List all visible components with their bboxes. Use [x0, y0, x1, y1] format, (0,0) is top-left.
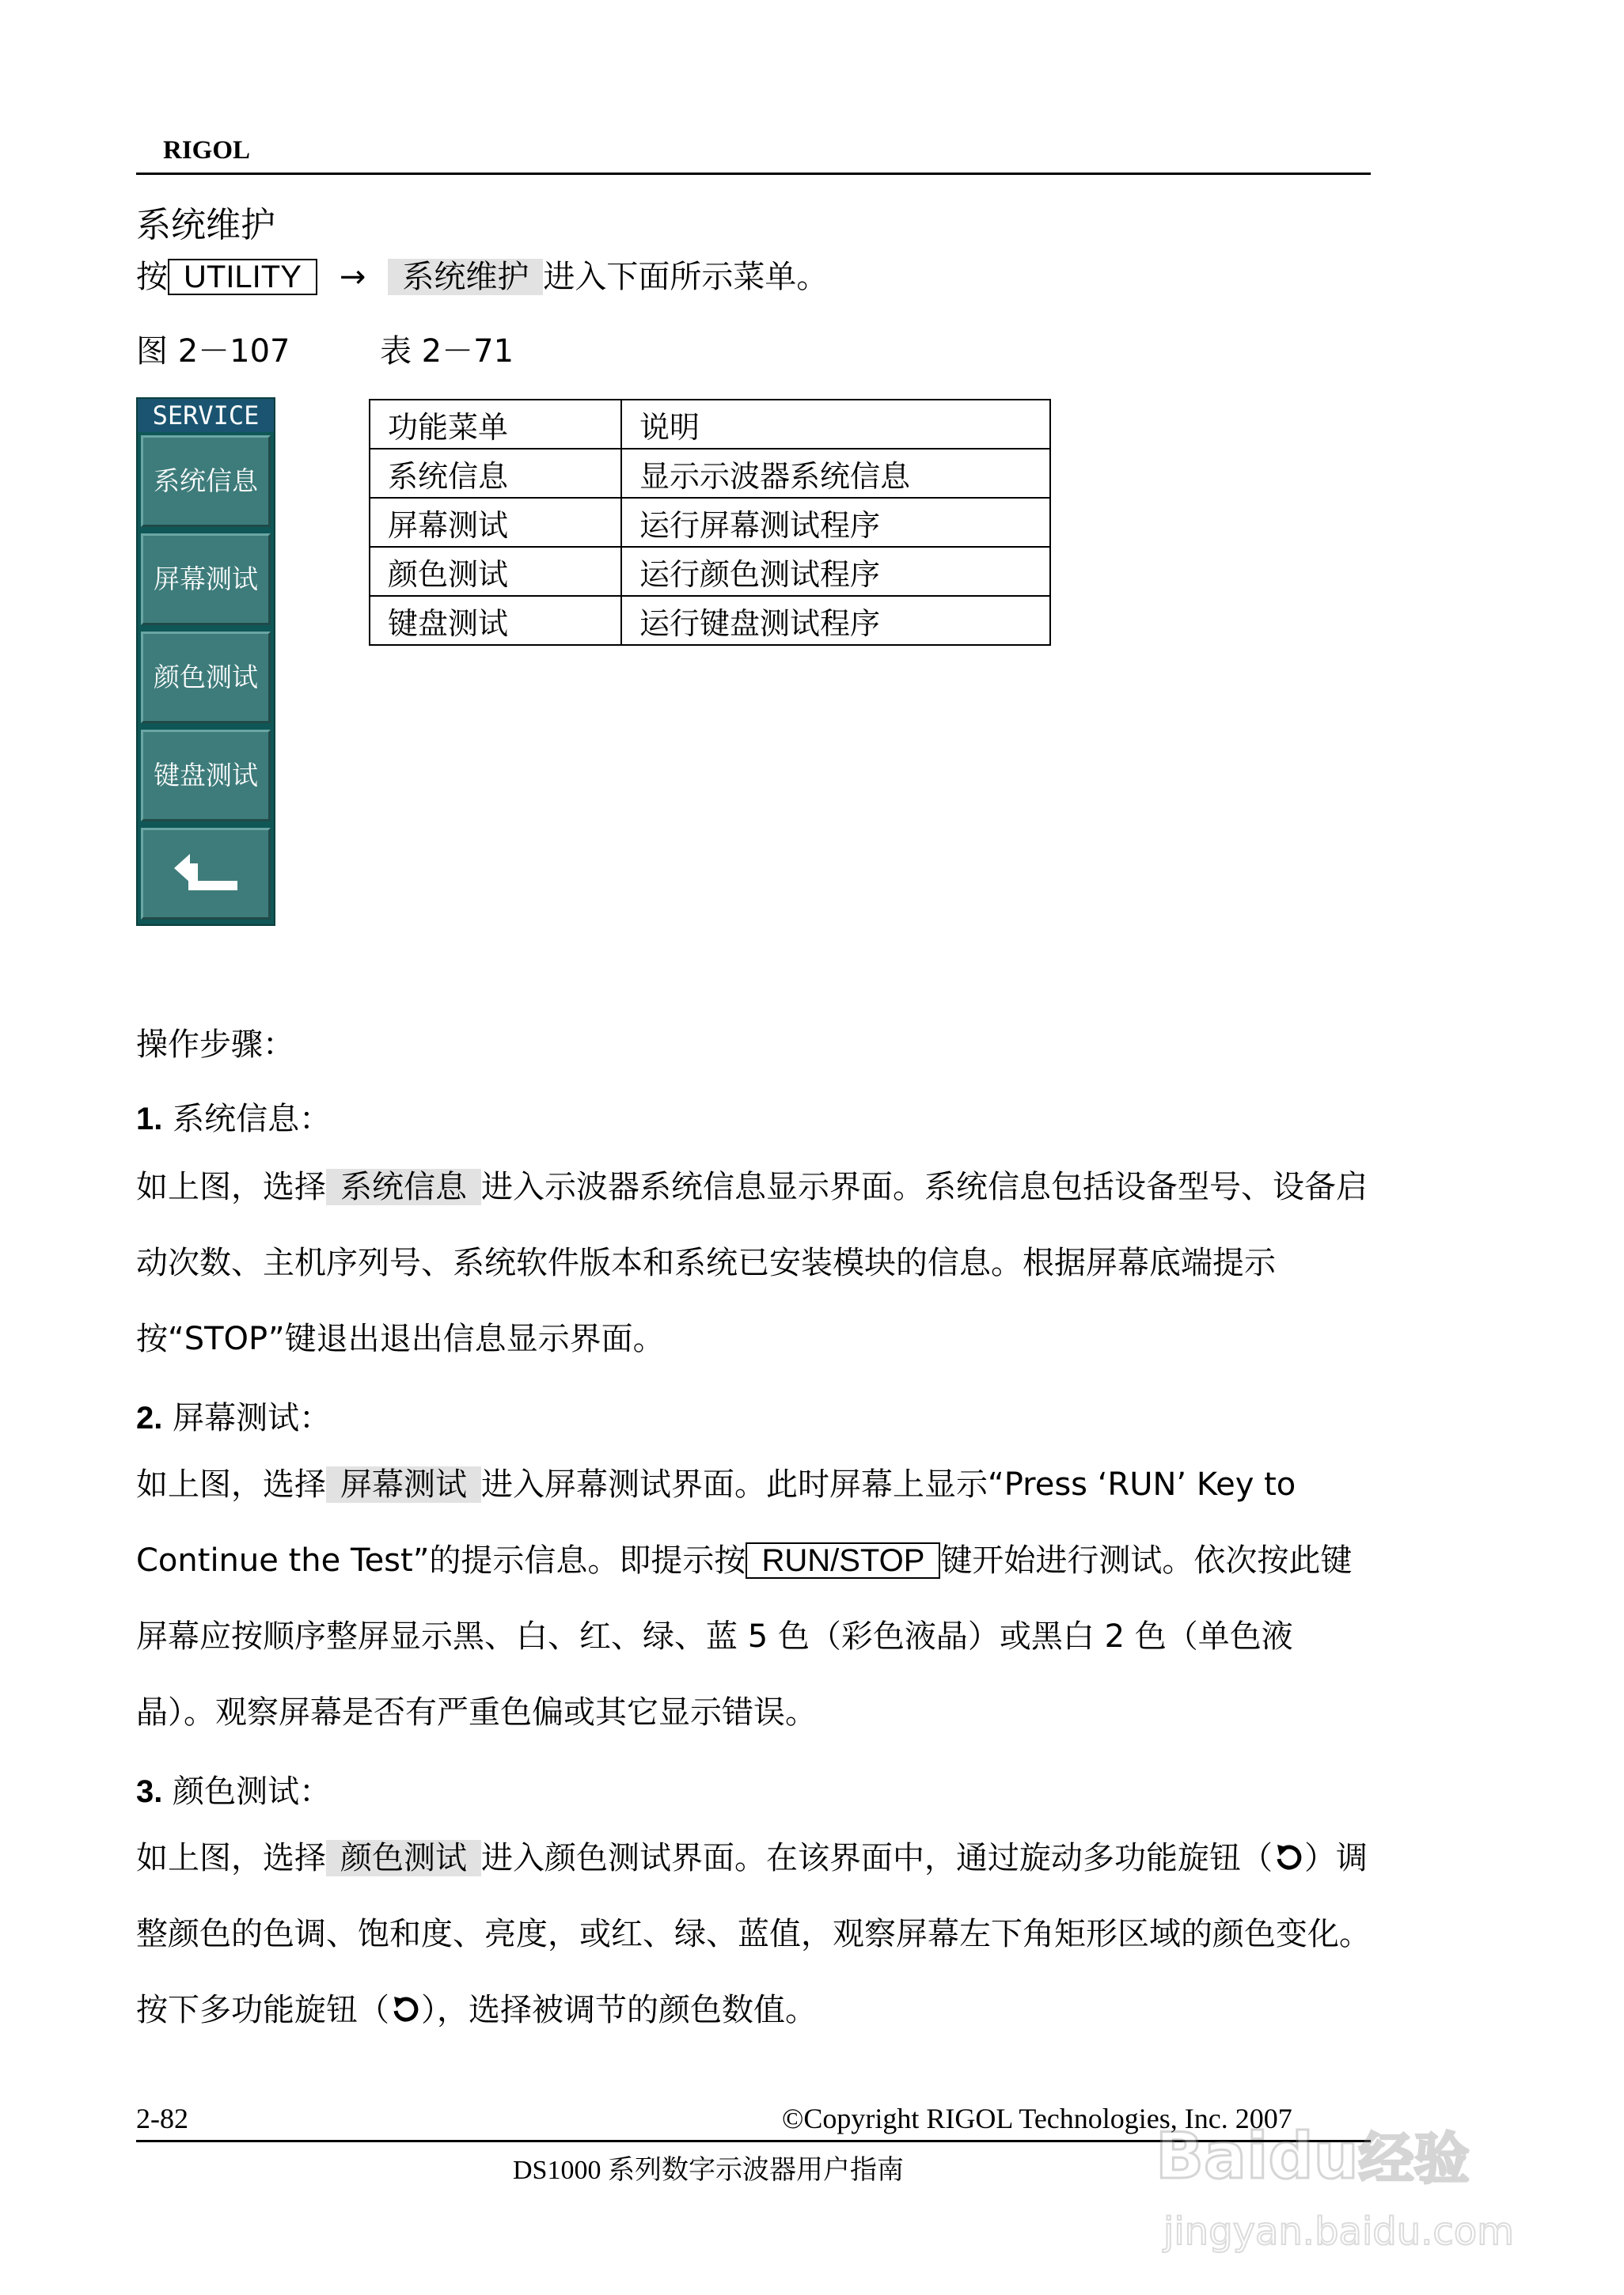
softkey-system-info: 系统信息 — [326, 1169, 481, 1205]
table-cell: 运行键盘测试程序 — [621, 596, 1050, 645]
menu-button-back[interactable] — [141, 828, 271, 920]
table-cell: 显示示波器系统信息 — [621, 449, 1050, 498]
copyright: ©Copyright RIGOL Technologies, Inc. 2007 — [782, 2103, 1292, 2134]
watermark-url: jingyan.baidu.com — [1163, 2210, 1514, 2254]
table-cell: 系统信息 — [370, 449, 621, 498]
rotate-knob-icon — [1273, 1842, 1304, 1873]
step-2-heading: 2. 屏幕测试： — [136, 1400, 332, 1436]
step-3-heading: 3. 颜色测试： — [136, 1773, 332, 1810]
table-cell: 运行屏幕测试程序 — [621, 498, 1050, 547]
table-row — [370, 498, 1050, 547]
page-number: 2-82 — [136, 2103, 188, 2134]
rotate-knob-icon — [389, 1993, 421, 2025]
intro-line — [136, 258, 828, 296]
baidu-watermark — [1155, 2115, 1599, 2273]
watermark-cn: 经验 — [1358, 2126, 1470, 2191]
menu-title: SERVICE — [138, 399, 274, 432]
menu-button-key-test[interactable]: 键盘测试 — [141, 730, 271, 821]
table-row — [370, 596, 1050, 645]
intro-rest: 进入下面所示菜单。 — [543, 259, 829, 295]
table-row — [370, 449, 1050, 498]
step-2-text: 如上图，选择 屏幕测试 进入屏幕测试界面。此时屏幕上显示“Press ‘RUN’ Key to Continue the Test”的提示信息。即提示按 RUN/STOP 键开始进行测试。依次按此键屏幕应按顺序整屏显示黑、白、红、绿、蓝 5 色（彩色液晶）或黑白 2 色（单色液晶）。观察屏幕是否有严重色偏或其它显示错误。 — [136, 1466, 1353, 1731]
steps-title: 操作步骤： — [136, 1026, 294, 1063]
menu-button-screen-test[interactable]: 屏幕测试 — [141, 533, 271, 625]
function-table — [369, 399, 1051, 646]
manual-title: DS1000 系列数字示波器用户指南 — [513, 2156, 904, 2185]
intro-press: 按 — [136, 259, 168, 295]
table-header-row — [370, 400, 1050, 449]
table-cell: 屏幕测试 — [370, 498, 621, 547]
table-header: 功能菜单 — [370, 400, 621, 449]
table-header: 说明 — [621, 400, 1050, 449]
run-stop-key: RUN/STOP — [746, 1542, 940, 1579]
brand-header: RIGOL — [163, 136, 251, 165]
softkey-system-maintenance: 系统维护 — [388, 259, 543, 295]
captions — [136, 332, 514, 370]
figure-caption: 图 2－107 — [136, 333, 290, 370]
service-menu — [136, 397, 275, 926]
return-arrow-icon — [166, 849, 245, 897]
arrow-right-icon: → — [339, 259, 366, 295]
table-caption: 表 2－71 — [379, 333, 514, 370]
table-cell: 键盘测试 — [370, 596, 621, 645]
step-3-text: 如上图，选择 颜色测试 进入颜色测试界面。在该界面中，通过旋动多功能旋钮（ ）调整颜色的色调、饱和度、亮度，或红、绿、蓝值，观察屏幕左下角矩形区域的颜色变化。按下多功能旋钮（ ），选择被调节的颜色数值。 — [136, 1840, 1371, 2028]
menu-button-system-info[interactable]: 系统信息 — [141, 435, 271, 527]
section-title: 系统维护 — [136, 205, 275, 245]
menu-button-color-test[interactable]: 颜色测试 — [141, 632, 271, 723]
table-cell: 运行颜色测试程序 — [621, 547, 1050, 596]
step-1-text: 如上图，选择 系统信息 进入示波器系统信息显示界面。系统信息包括设备型号、设备启动次数、主机序列号、系统软件版本和系统已安装模块的信息。根据屏幕底端提示按“STOP”键退出退出信息显示界面。 — [136, 1169, 1368, 1357]
softkey-color-test: 颜色测试 — [326, 1840, 481, 1876]
table-cell: 颜色测试 — [370, 547, 621, 596]
softkey-screen-test: 屏幕测试 — [326, 1466, 481, 1503]
header-rule — [136, 173, 1371, 175]
utility-key: UTILITY — [168, 259, 317, 295]
watermark-brand: Baidu — [1155, 2119, 1359, 2193]
table-row — [370, 547, 1050, 596]
step-1-heading: 1. 系统信息： — [136, 1101, 332, 1137]
